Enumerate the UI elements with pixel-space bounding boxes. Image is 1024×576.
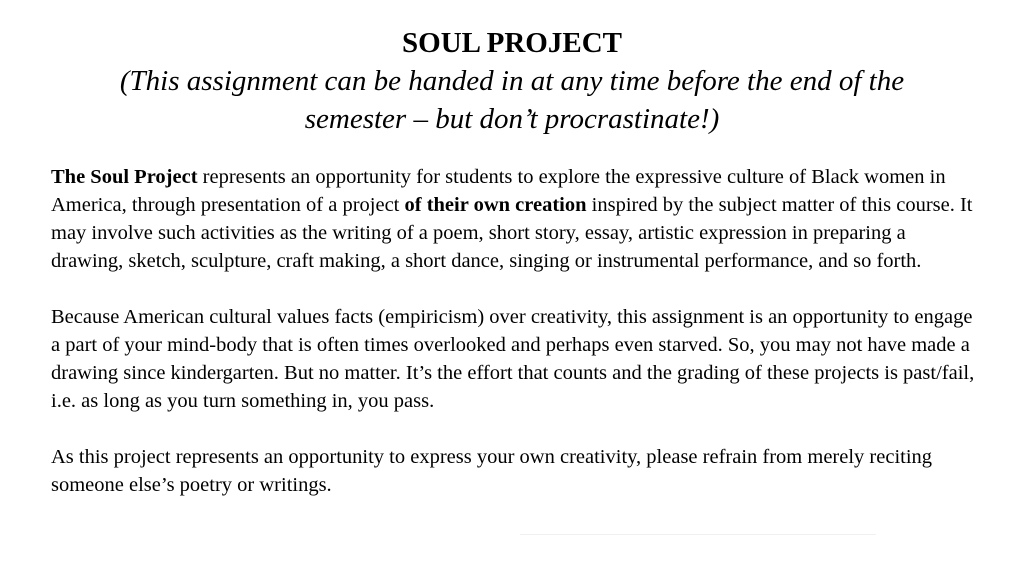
- heading-block: [40, 24, 984, 138]
- paragraph-guidance: As this project represents an opportunity to express your own creativity, please refrain from merely reciting someone else’s poetry or writings.: [51, 446, 933, 496]
- paragraph-intro: [51, 163, 981, 275]
- page-title: SOUL PROJECT: [402, 27, 622, 59]
- intro-text-b: inspired by the subject matter of this course. It may involve such activities as the writing of a poem, short story, essay, artistic expression in preparing a drawing, sketch, sculpture, craft making, a short dance, singing or instrumental performance, and so forth.: [51, 194, 973, 272]
- project-name-bold: The Soul Project: [51, 166, 198, 188]
- body-text: [51, 163, 981, 499]
- subtitle-line-1: (This assignment can be handed in at any time before the end of the: [119, 65, 905, 97]
- intro-text-a: represents an opportunity for students to explore the expressive culture of Black women in America, through presentation of a project: [51, 166, 946, 216]
- own-creation-bold: of their own creation: [404, 194, 587, 216]
- paragraph-rationale: Because American cultural values facts (empiricism) over creativity, this assignment is an opportunity to engage a part of your mind-body that is often times overlooked and perhaps even starved. So, you may not have made a drawing since kindergarten. But no matter. It’s the effort that counts and the grading of these projects is past/fail, i.e. as long as you turn something in, you pass.: [51, 306, 975, 412]
- subtitle-line-2: semester – but don’t procrastinate!): [304, 103, 720, 135]
- faint-divider-line: [520, 534, 876, 535]
